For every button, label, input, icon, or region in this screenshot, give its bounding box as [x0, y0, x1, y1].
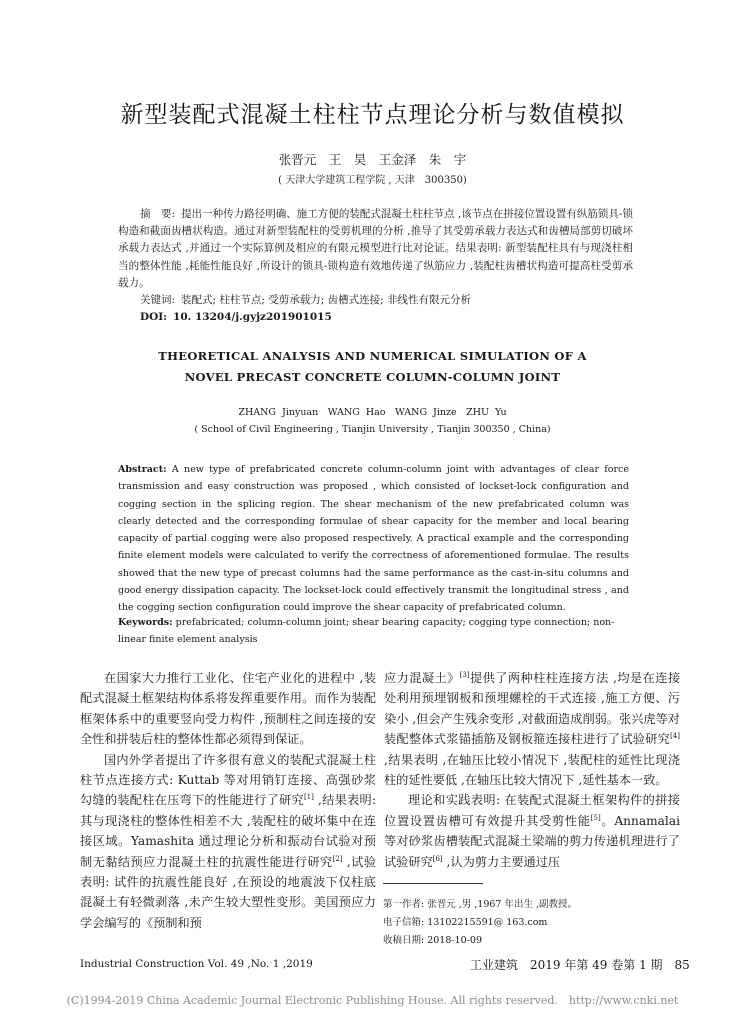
- text-run: ,结果表明: 其与现浇柱的整体性相差不大 ,装配柱的破坏集中在连接区域。Yamashita 通过理论分析和振动台试验对预制无黏结预应力混凝土柱的抗震性能进行研究: [80, 793, 377, 869]
- body-paragraph: [384, 668, 680, 790]
- body-paragraph: [384, 790, 680, 872]
- abstract-zh: [118, 206, 633, 326]
- abstract-en: [118, 461, 629, 617]
- citation-ref[interactable]: [2]: [332, 854, 343, 863]
- text-run: 应力混凝土》: [384, 671, 460, 685]
- authors-zh: 张晋元 王 昊 王金泽 朱 宇: [278, 152, 467, 167]
- text-run: ,试验表明: 试件的抗震性能良好 ,在预设的地震波下仅柱底混凝土有轻微剥落 ,未产生较大塑性变形。美国预应力学会编写的《预制和预: [80, 854, 377, 930]
- text-run: 理论和实践表明: 在装配式混凝土框架构件的拼接位置设置齿槽可有效提升其受剪性能: [384, 793, 680, 828]
- keywords-zh-label: 关键词:: [140, 294, 176, 307]
- abstract-zh-label: 摘 要:: [140, 208, 176, 220]
- keywords-en-text: prefabricated; column-column joint; shear bearing capacity; cogging type connection; non-linear finite element analysis: [118, 617, 615, 646]
- text-run: 提供了两种柱柱连接方法 ,均是在连接处利用预埋钢板和预埋螺栓的干式连接 ,施工方便、污染小 ,但会产生残余变形 ,对截面造成削弱。张兴虎等对装配整体式浆锚插筋及钢板箍连接柱进行了试验研究: [384, 671, 681, 747]
- body-column-right: [384, 668, 680, 872]
- footnote-author: 第一作者: 张晋元 ,男 ,1967 年出生 ,副教授。: [383, 899, 578, 910]
- citation-ref[interactable]: [3]: [459, 670, 470, 679]
- text-run: 。Annamalai 等对砂浆齿槽装配式混凝土梁端的剪力传递机理进行了试验研究: [384, 813, 680, 869]
- text-run: ,结果表明 ,在轴压比较小情况下 ,装配柱的延性比现浇柱的延性要低 ,在轴压比较大情况下 ,延性基本一致。: [384, 752, 680, 788]
- citation-ref[interactable]: [1]: [303, 793, 314, 802]
- citation-ref[interactable]: [5]: [590, 813, 601, 822]
- authors-en: ZHANG Jinyuan WANG Hao WANG Jinze ZHU Yu: [238, 407, 507, 418]
- affiliation-en: ( School of Civil Engineering , Tianjin University , Tianjin 300350 , China): [194, 424, 551, 435]
- body-column-left: [80, 668, 376, 933]
- citation-ref[interactable]: [6]: [432, 854, 443, 863]
- keywords-en: [118, 614, 629, 649]
- keywords-en-label: Keywords:: [118, 617, 173, 628]
- paper-title-en: [0, 346, 745, 388]
- doi-value: 10. 13204/j.gyjz201901015: [173, 311, 332, 324]
- journal-footer-en: Industrial Construction Vol. 49 ,No. 1 ,2019: [80, 958, 313, 970]
- abstract-zh-text: 提出一种传力路径明确、施工方便的装配式混凝土柱柱节点 ,该节点在拼接位置设置有纵筋锁具-锁构造和截面齿槽状构造。通过对新型装配柱的受剪机理的分析 ,推导了其受剪承载力表达式和齿槽局部剪切破坏承载力表达式 ,并通过一个实际算例及相应的有限元模型进行比对论证。结果表明: 新型装配柱具有与现浇柱相当的整体性能 ,耗能性能良好 ,所设计的锁具-锁构造有效地传递了纵筋应力 ,装配柱齿槽状构造可提高柱受剪承载力。: [118, 208, 633, 289]
- title-en-line2: NOVEL PRECAST CONCRETE COLUMN-COLUMN JOINT: [184, 370, 561, 384]
- journal-footer-zh: 工业建筑 2019 年第 49 卷第 1 期 85: [470, 958, 690, 972]
- text-run: ,认为剪力主要通过压: [442, 854, 561, 869]
- affiliation-zh: ( 天津大学建筑工程学院 , 天津 300350): [278, 175, 467, 186]
- citation-ref[interactable]: [4]: [670, 732, 680, 741]
- abstract-en-label: Abstract:: [118, 464, 167, 475]
- doi-label: DOI:: [140, 311, 168, 324]
- body-paragraph: [80, 750, 376, 934]
- title-en-line1: THEORETICAL ANALYSIS AND NUMERICAL SIMULATION OF A: [158, 349, 587, 363]
- paper-title-zh: 新型装配式混凝土柱柱节点理论分析与数值模拟: [120, 102, 625, 128]
- text-run: 国内外学者提出了许多很有意义的装配式混凝土柱柱节点连接方式: Kuttab 等对用销钉连接、高强砂浆勾缝的装配柱在压弯下的性能进行了研究: [80, 752, 376, 808]
- watermark: (C)1994-2019 China Academic Journal Electronic Publishing House. All rights reserved. http://www.cnki.net: [66, 994, 679, 1007]
- footnote-received: 收稿日期: 2018-10-09: [383, 935, 482, 946]
- footnote-email: 电子信箱: 13102215591@ 163.com: [383, 917, 548, 928]
- footnote-divider: [383, 883, 483, 884]
- abstract-en-text: A new type of prefabricated concrete column-column joint with advantages of clear force transmission and easy construction was proposed , which consisted of lockset-lock configuration and cogging section in the splicing region. The shear mechanism of the new prefabricated column was clearly detected and the corresponding formulae of shear capacity for the member and local bearing capacity of partial cogging were also proposed respectively. A practical example and the corresponding finite element models were calculated to verify the correctness of aforementioned formulae. The results showed that the new type of precast columns had the same performance as the cast-in-situ columns and good energy dissipation capacity. The lockset-lock could effectively transmit the longitudinal stress , and the cogging section configuration could improve the shear capacity of prefabricated column.: [118, 464, 629, 614]
- body-paragraph: 在国家大力推行工业化、住宅产业化的进程中 ,装配式混凝土框架结构体系将发挥重要作用。而作为装配框架体系中的重要竖向受力构件 ,预制柱之间连接的安全性和拼装后柱的整体性都必须得到保证。: [80, 671, 376, 747]
- keywords-zh-text: 装配式; 柱柱节点; 受剪承载力; 齿槽式连接; 非线性有限元分析: [181, 294, 472, 307]
